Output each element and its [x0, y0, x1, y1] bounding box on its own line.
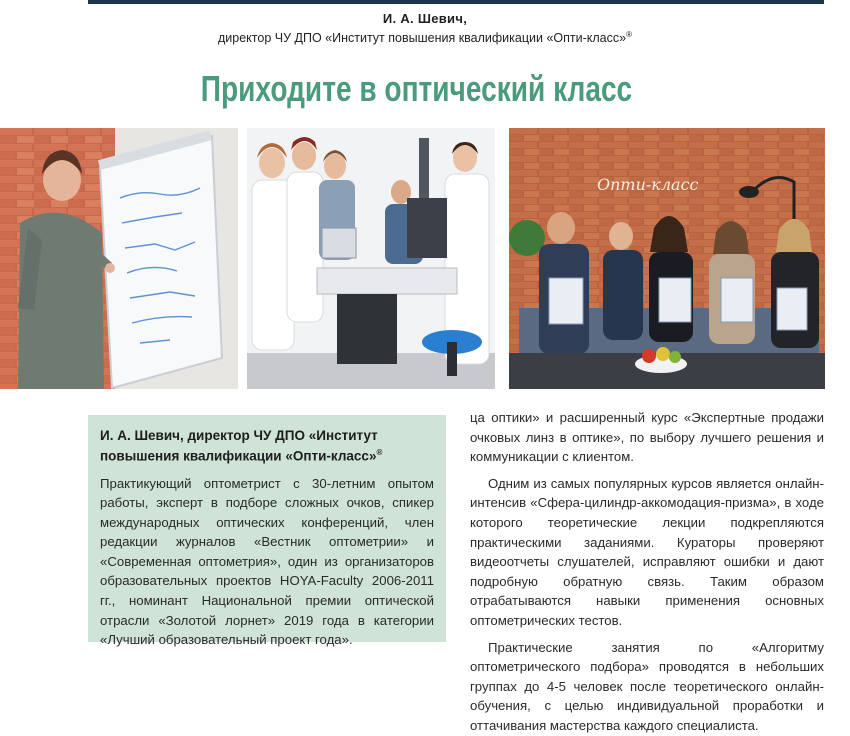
article-body-column	[470, 408, 824, 736]
photo-sign-text: Опти-класс	[597, 175, 699, 194]
body-paragraph-3: Практические занятия по «Алгоритму оптометрического подбора» проводятся в небольших группах до 4-5 человек после теоретического онлайн-обучения, с целью индивидуальной проработки и оттачивания мастерства каждого специалиста.	[470, 639, 824, 733]
bio-registered-mark: ®	[376, 448, 383, 457]
author-bio-box	[88, 415, 446, 648]
author-name: И. А. Шевич,	[382, 11, 468, 26]
top-rule	[88, 0, 824, 4]
body-paragraph-1: ца оптики» и расширенный курс «Экспертные продажи очковых линз в оптике», по выбору лучшего решения и коммуникации с клиентом.	[470, 410, 824, 465]
registered-mark: ®	[626, 30, 632, 39]
photo-flipchart-lecture	[0, 128, 238, 389]
article-title: Приходите в оптический класс	[200, 68, 633, 109]
photo-clinic-group	[247, 128, 495, 389]
author-role-text: директор ЧУ ДПО «Институт повышения квалификации «Опти-класс»	[218, 31, 627, 46]
author-role	[0, 30, 850, 45]
bio-title-text: И. А. Шевич, директор ЧУ ДПО «Институт повышения квалификации «Опти-класс»	[100, 428, 378, 464]
body-paragraph-2: Одним из самых популярных курсов является онлайн-интенсив «Сфера-цилиндр-аккомодация-призма», в ходе которого теоретические лекции подкрепляются практическими заданиями. Кураторы проверяют видеоотчеты слушателей, исправляют ошибки и дают подробную обратную связь. Таким образом отрабатываются навыки применения основных оптометрических тестов.	[470, 475, 824, 628]
bio-text: Практикующий оптометрист с 30-летним опытом работы, эксперт в подборе сложных очков, спикер международных оптических конференций, член редакции журналов «Вестник оптометрии» и «Современная оптометрия», один из организаторов образовательных проектов HOYA-Faculty 2006-2011 гг., номинант Национальной премии оптической отрасли «Золотой лорнет» 2019 года в категории «Лучший образовательный проект года».	[100, 475, 434, 648]
photo-graduates-certificates	[509, 128, 825, 389]
bio-title	[100, 427, 434, 465]
